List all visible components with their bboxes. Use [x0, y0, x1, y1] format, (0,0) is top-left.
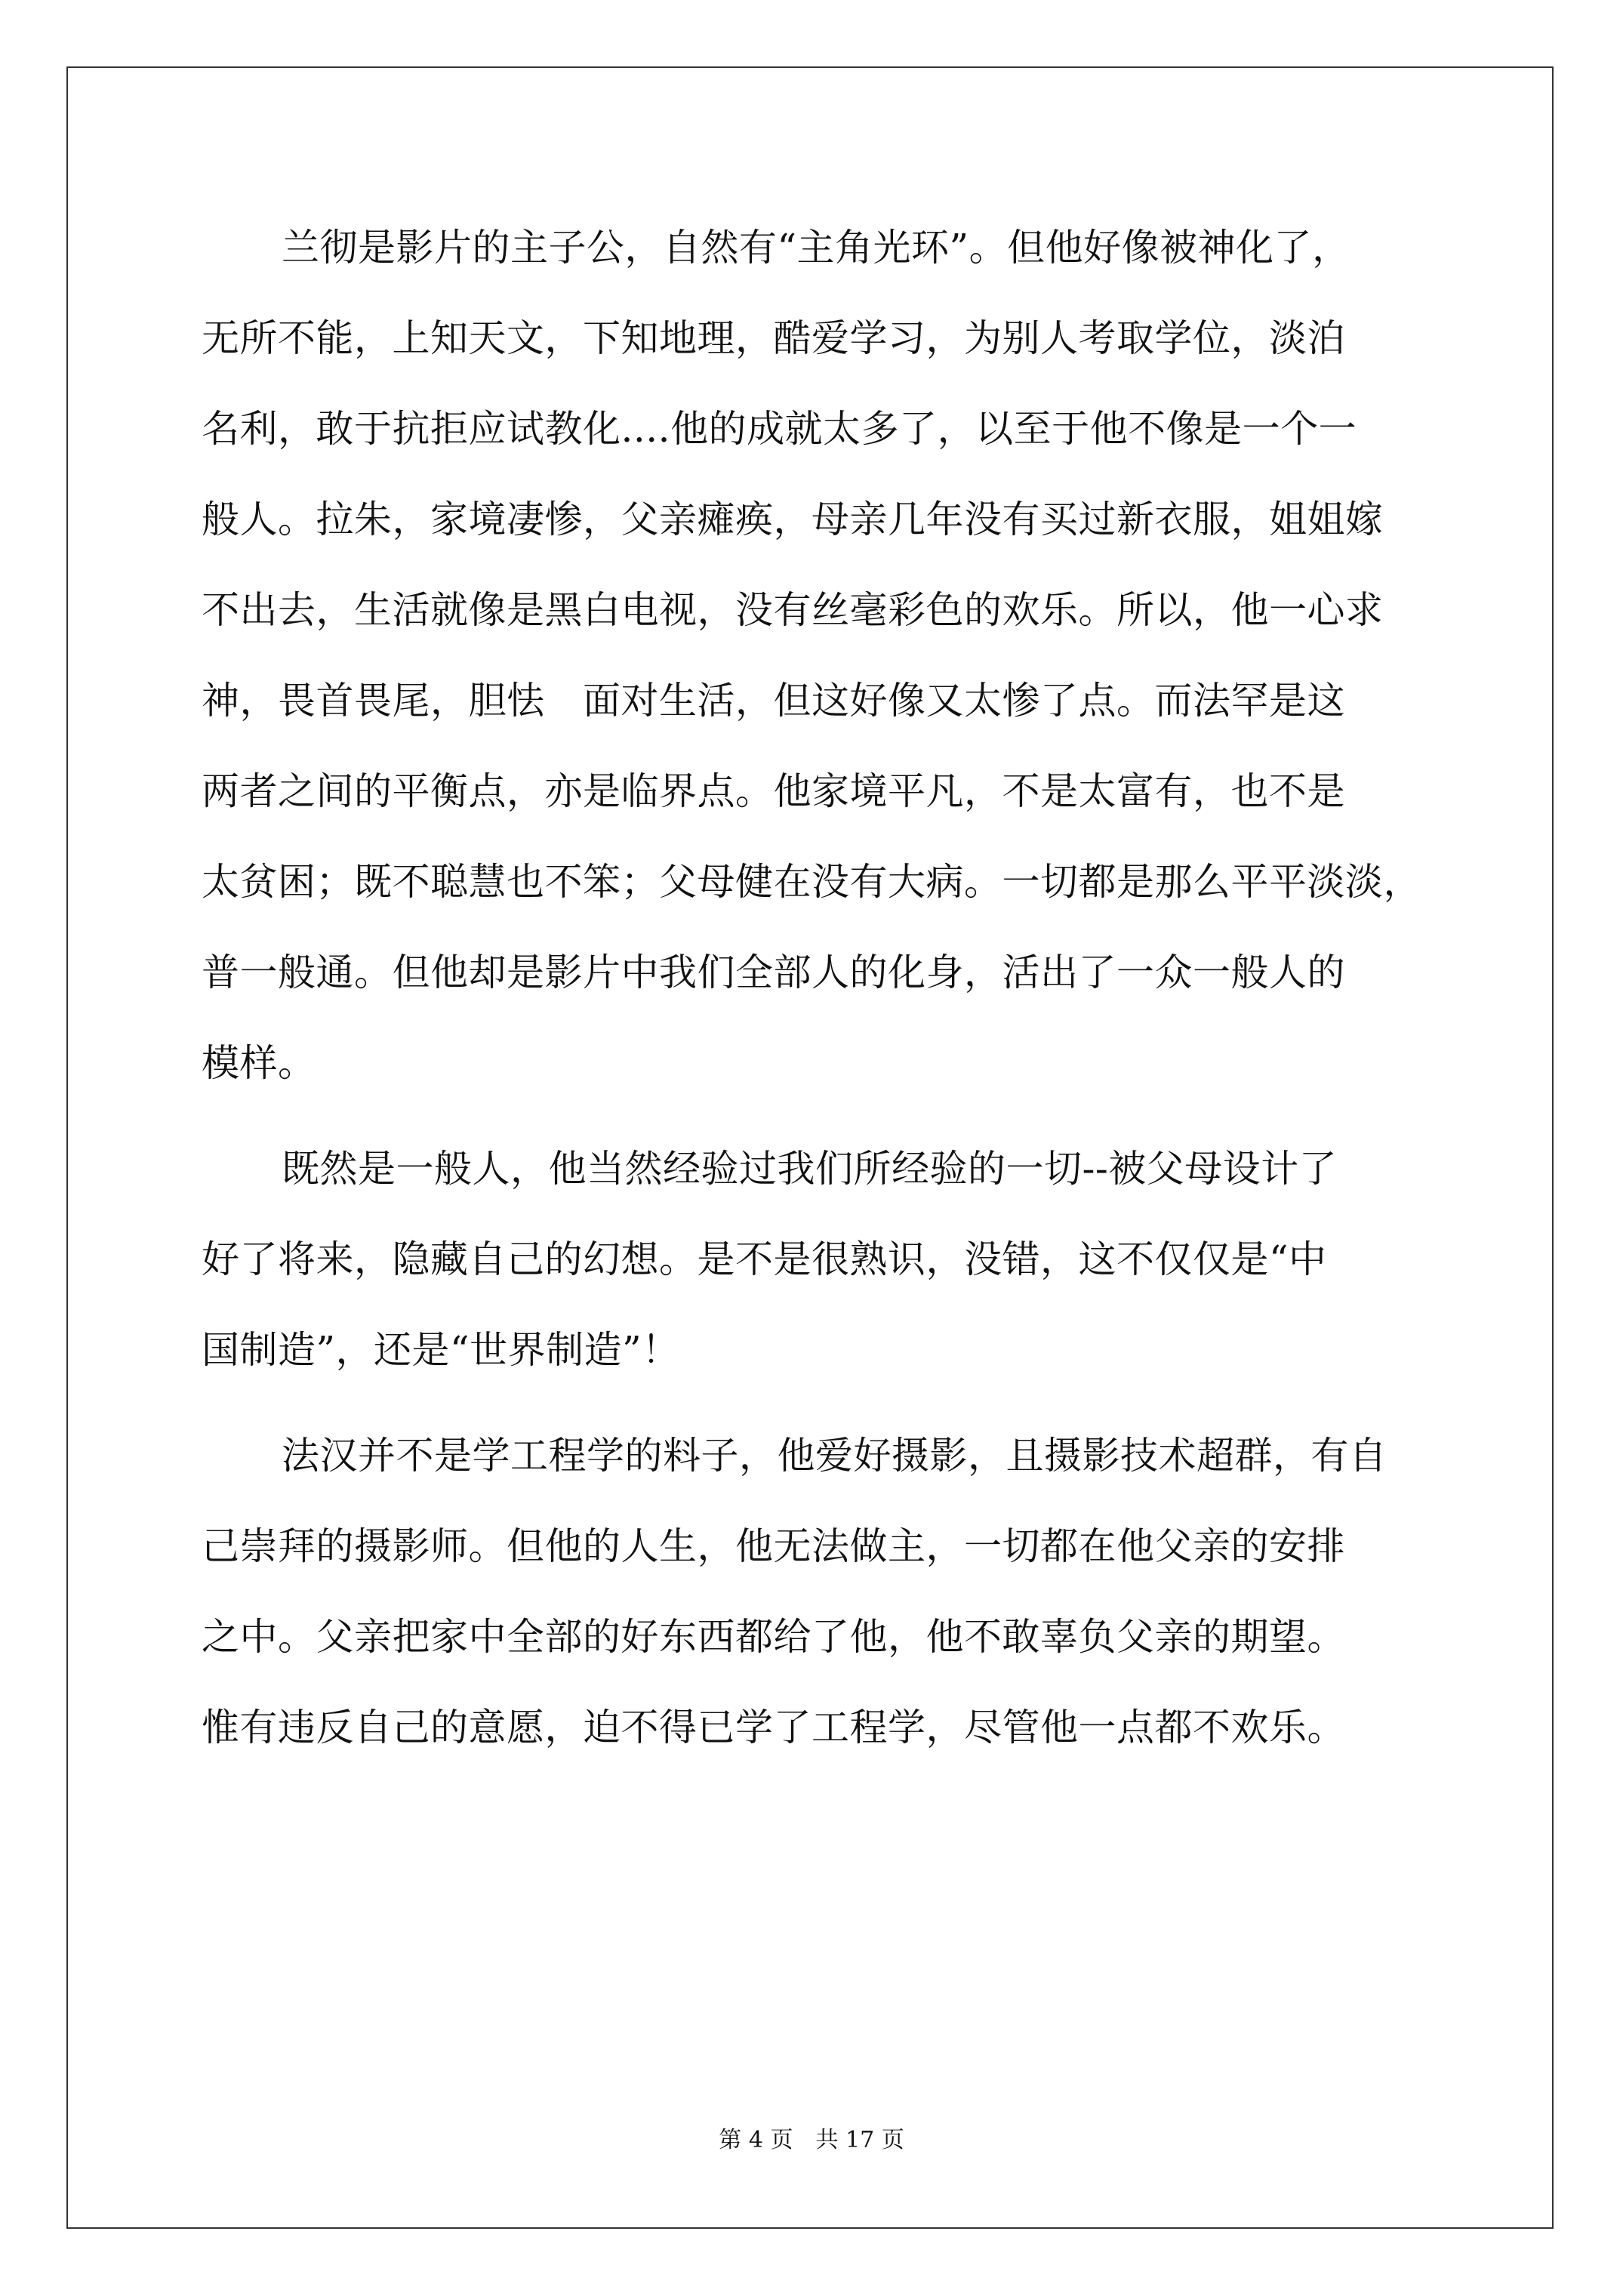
paragraph-1-line-1: 兰彻是影片的主子公，自然有“主角光环”。但他好像被神化了， [282, 226, 1350, 270]
page-number-footer: 第 4 页 共 17 页 [719, 2127, 904, 2153]
paragraph-1-line-3: 名利，敢于抗拒应试教化....他的成就太多了，以至于他不像是一个一 [202, 407, 1357, 451]
paragraph-1-line-6: 神，畏首畏尾，胆怯 面对生活，但这好像又太惨了点。而法罕是这 [202, 679, 1345, 723]
paragraph-1-line-4: 般人。拉朱，家境凄惨，父亲瘫痪，母亲几年没有买过新衣服，姐姐嫁 [202, 498, 1384, 541]
paragraph-2-line-1: 既然是一般人，他当然经验过我们所经验的一切--被父母设计了 [282, 1147, 1338, 1191]
paragraph-1-line-2: 无所不能，上知天文，下知地理，酷爱学习，为别人考取学位，淡泊 [202, 316, 1345, 360]
paragraph-1-line-7: 两者之间的平衡点，亦是临界点。他家境平凡，不是太富有，也不是 [202, 769, 1345, 813]
paragraph-3-line-1: 法汉并不是学工程学的料子，他爱好摄影，且摄影技术超群，有自 [282, 1434, 1387, 1478]
paragraph-3-line-2: 己崇拜的摄影师。但他的人生，他无法做主，一切都在他父亲的安排 [202, 1524, 1345, 1568]
paragraph-2-line-2: 好了将来，隐藏自己的幻想。是不是很熟识，没错，这不仅仅是“中 [202, 1237, 1327, 1281]
paragraph-1-line-10: 模样。 [202, 1041, 316, 1085]
paragraph-3-line-4: 惟有违反自己的意愿，迫不得已学了工程学，尽管他一点都不欢乐。 [202, 1706, 1345, 1749]
paragraph-1-line-5: 不出去，生活就像是黑白电视，没有丝毫彩色的欢乐。所以，他一心求 [202, 588, 1384, 632]
paragraph-1-line-8: 太贫困；既不聪慧也不笨；父母健在没有大病。一切都是那么平平淡淡， [202, 860, 1421, 904]
paragraph-2-line-3: 国制造”，还是“世界制造”！ [202, 1328, 680, 1372]
paragraph-1-line-9: 普一般通。但他却是影片中我们全部人的化身，活出了一众一般人的 [202, 951, 1345, 994]
paragraph-3-line-3: 之中。父亲把家中全部的好东西都给了他，他不敢辜负父亲的期望。 [202, 1615, 1345, 1659]
